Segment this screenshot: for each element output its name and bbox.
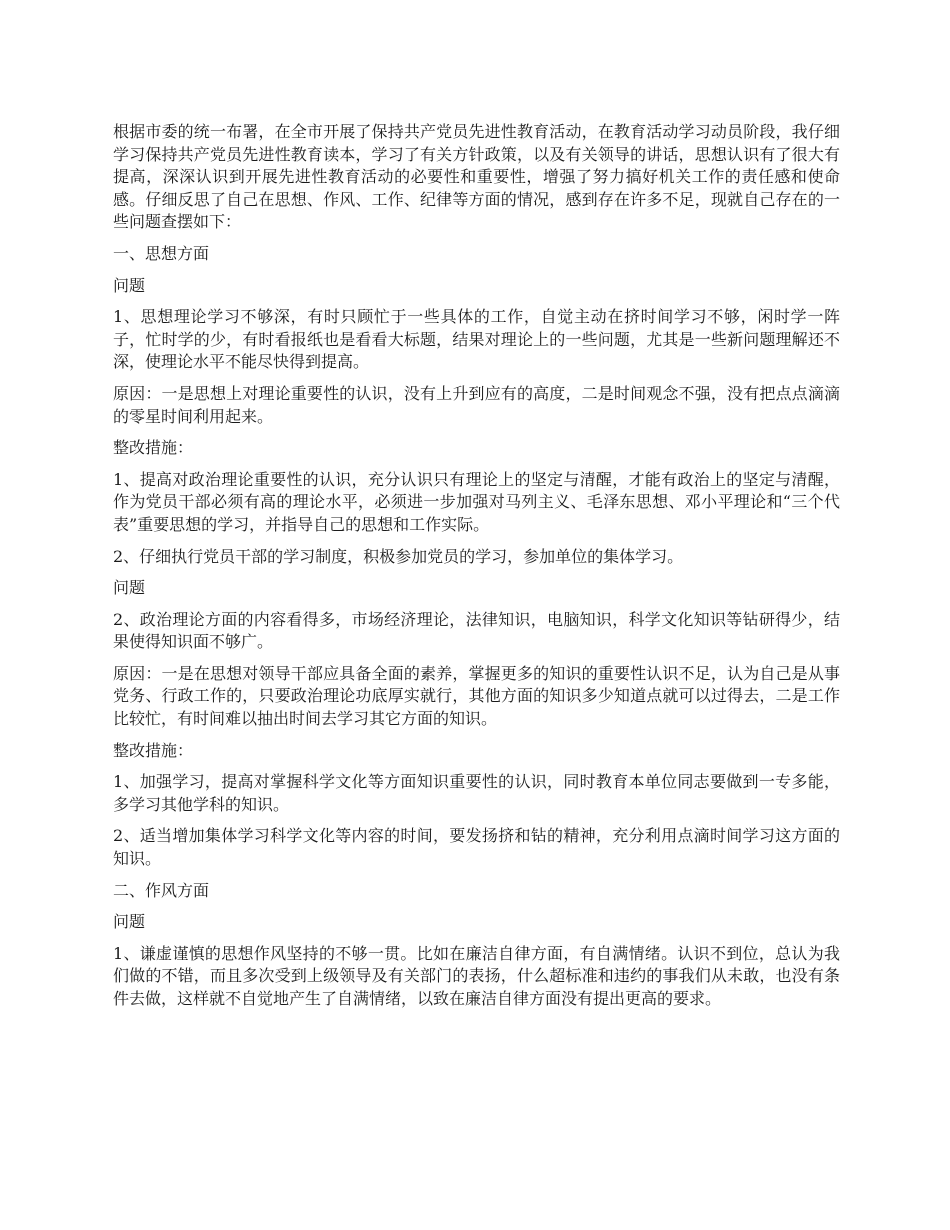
measures-label: 整改措施：: [113, 740, 194, 760]
measure-paragraph: 2、适当增加集体学习科学文化等内容的时间，要发扬挤和钻的精神，充分利用点滴时间学习这方面的知识。: [113, 826, 840, 869]
problem-paragraph: 1、思想理论学习不够深，有时只顾忙于一些具体的工作，自觉主动在挤时间学习不够，闲时学一阵子，忙时学的少，有时看报纸也是看看大标题，结果对理论上的一些问题，尤其是一些新问题理解还不深，使理论水平不能尽快得到提高。: [113, 307, 840, 372]
intro-paragraph: 根据市委的统一布署，在全市开展了保持共产党员先进性教育活动，在教育活动学习动员阶段，我仔细学习保持共产党员先进性教育读本，学习了有关方针政策，以及有关领导的讲话，思想认识有了很大有提高，深深认识到开展先进性教育活动的必要性和重要性，增强了努力搞好机关工作的责任感和使命感。仔细反思了自己在思想、作风、工作、纪律等方面的情况，感到存在许多不足，现就自己存在的一些问题查摆如下：: [113, 122, 840, 232]
section-heading-thought: 一、思想方面: [113, 243, 210, 263]
measure-paragraph: 2、仔细执行党员干部的学习制度，积极参加党员的学习，参加单位的集体学习。: [113, 546, 684, 566]
reason-paragraph: 原因：一是思想上对理论重要性的认识，没有上升到应有的高度，二是时间观念不强，没有把点点滴滴的零星时间利用起来。: [113, 383, 840, 426]
reason-paragraph: 原因：一是在思想对领导干部应具备全面的素养，掌握更多的知识的重要性认识不足，认为自己是从事党务、行政工作的，只要政治理论功底厚实就行，其他方面的知识多少知道点就可以过得去，二是工作比较忙，有时间难以抽出时间去学习其它方面的知识。: [113, 663, 840, 729]
problem-label: 问题: [113, 912, 146, 932]
document-body: [113, 121, 840, 1020]
measure-paragraph: 1、提高对政治理论重要性的认识，充分认识只有理论上的坚定与清醒，才能有政治上的坚定与清醒，作为党员干部必须有高的理论水平，必须进一步加强对马列主义、毛泽东思想、邓小平理论和“三个代表”重要思想的学习，并指导自己的思想和工作实际。: [113, 469, 840, 534]
problem-paragraph: 2、政治理论方面的内容看得多，市场经济理论，法律知识，电脑知识，科学文化知识等钻研得少，结果使得知识面不够广。: [113, 609, 840, 652]
problem-label: 问题: [113, 275, 146, 295]
measures-label: 整改措施：: [113, 438, 194, 458]
measure-paragraph: 1、加强学习，提高对掌握科学文化等方面知识重要性的认识，同时教育本单位同志要做到一专多能，多学习其他学科的知识。: [113, 772, 840, 814]
section-heading-style: 二、作风方面: [113, 880, 210, 900]
problem-label: 问题: [113, 578, 146, 598]
problem-paragraph: 1、谦虚谨慎的思想作风坚持的不够一贯。比如在廉洁自律方面，有自满情绪。认识不到位，总认为我们做的不错，而且多次受到上级领导及有关部门的表扬，什么超标准和违约的事我们从未敢，也没有条件去做，这样就不自觉地产生了自满情绪，以致在廉洁自律方面没有提出更高的要求。: [113, 943, 840, 1008]
